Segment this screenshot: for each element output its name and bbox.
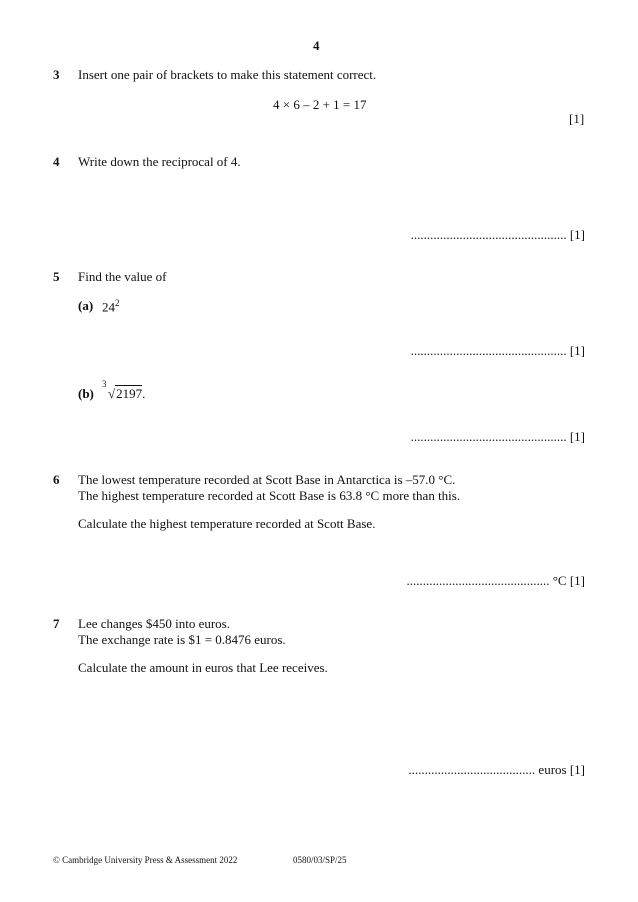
question-7-line-3: Calculate the amount in euros that Lee receives.: [78, 660, 328, 675]
question-5b-radicand: 2197: [116, 386, 143, 401]
question-3-expression: 4 × 6 – 2 + 1 = 17: [273, 97, 367, 112]
question-number-4: 4: [53, 154, 60, 169]
footer-copyright: © Cambridge University Press & Assessment 2022: [53, 855, 238, 865]
question-number-6: 6: [53, 472, 60, 487]
question-5b-answer-line[interactable]: ................................................ [1]: [410, 429, 585, 444]
question-5a-answer-line[interactable]: ................................................ [1]: [410, 343, 585, 358]
question-6-answer-line[interactable]: ............................................ °C [1]: [406, 573, 585, 588]
question-4-answer-line[interactable]: ................................................ [1]: [410, 227, 585, 242]
question-5b-trailing: .: [142, 386, 146, 401]
question-7-line-2: The exchange rate is $1 = 0.8476 euros.: [78, 632, 286, 647]
question-5-text: Find the value of: [78, 269, 167, 284]
radical-sign-icon: √: [108, 386, 116, 401]
question-3-marks: [1]: [569, 111, 585, 126]
question-5a-base: 24: [102, 299, 115, 315]
question-7-line-1: Lee changes $450 into euros.: [78, 616, 230, 631]
question-5a-exponent: 2: [115, 298, 120, 308]
question-5b-label: (b): [78, 386, 94, 401]
footer-code: 0580/03/SP/25: [293, 855, 347, 865]
question-5b-expression: [102, 379, 146, 402]
question-number-5: 5: [53, 269, 60, 284]
cube-root: [102, 379, 143, 402]
question-number-7: 7: [53, 616, 60, 631]
cube-root-index: 3: [102, 379, 107, 389]
question-6-line-3: Calculate the highest temperature recorded at Scott Base.: [78, 516, 376, 531]
question-7-answer-line[interactable]: ....................................... euros [1]: [408, 762, 585, 777]
question-5a-label: (a): [78, 298, 94, 313]
question-4-text: Write down the reciprocal of 4.: [78, 154, 241, 169]
page-number: 4: [313, 38, 320, 53]
question-number-3: 3: [53, 67, 60, 82]
question-3-text: Insert one pair of brackets to make this statement correct.: [78, 67, 377, 82]
question-6-line-2: The highest temperature recorded at Scott Base is 63.8 °C more than this.: [78, 488, 461, 503]
question-6-line-1: The lowest temperature recorded at Scott Base in Antarctica is –57.0 °C.: [78, 472, 456, 487]
question-5a-expression: [102, 298, 120, 315]
